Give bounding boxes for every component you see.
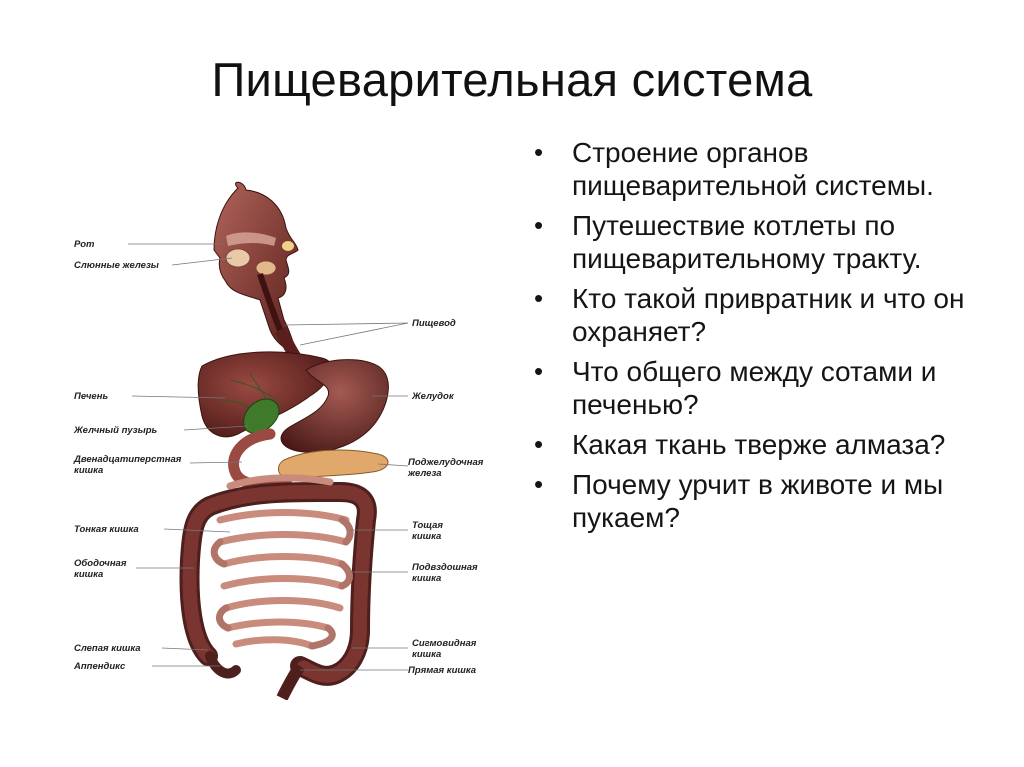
label-ileum-2: кишка: [412, 573, 442, 584]
label-pancreas-2: железа: [408, 468, 442, 479]
label-jejunum-1: Тощая: [412, 520, 444, 531]
label-duodenum-1: Двенадцатиперстная: [74, 454, 182, 465]
label-appendix: Аппендикс: [74, 661, 126, 672]
bullet-dot-icon: •: [534, 210, 544, 240]
bullet-text: Почему урчит в животе и мы пукаем?: [572, 469, 944, 533]
label-sigmoid-1: Сигмовидная: [412, 638, 477, 649]
label-sigmoid-2: кишка: [412, 649, 442, 660]
bullet-text: Что общего между сотами и печенью?: [572, 356, 937, 420]
bullet-item: [530, 355, 1000, 421]
labels-left: [73, 239, 182, 672]
anatomy-diagram: [60, 170, 500, 700]
bullet-item: [530, 282, 1000, 348]
bullet-dot-icon: •: [534, 429, 544, 459]
label-mouth: Рот: [74, 239, 95, 250]
bullet-text: Какая ткань тверже алмаза?: [572, 429, 946, 460]
bullet-dot-icon: •: [534, 469, 544, 499]
label-jejunum-2: кишка: [412, 531, 442, 542]
label-liver: Печень: [74, 391, 109, 402]
bullet-list: [530, 136, 1000, 541]
bullet-dot-icon: •: [534, 356, 544, 386]
label-cecum: Слепая кишка: [74, 643, 141, 654]
label-colon-2: кишка: [74, 569, 104, 580]
label-ileum-1: Подвздошная: [412, 562, 478, 573]
bullet-item: [530, 209, 1000, 275]
bullet-text: Кто такой привратник и что он охраняет?: [572, 283, 965, 347]
bullet-dot-icon: •: [534, 137, 544, 167]
label-salivary-glands: Слюнные железы: [74, 260, 159, 271]
bullet-item: [530, 136, 1000, 202]
label-rectum: Прямая кишка: [408, 665, 477, 676]
bullet-text: Путешествие котлеты по пищеварительному тракту.: [572, 210, 922, 274]
bullet-item: [530, 468, 1000, 534]
bullet-dot-icon: •: [534, 283, 544, 313]
label-pancreas-1: Поджелудочная: [408, 457, 484, 468]
label-duodenum-2: кишка: [74, 465, 104, 476]
bullet-item: [530, 428, 1000, 461]
label-gallbladder: Желчный пузырь: [74, 425, 158, 436]
label-colon-1: Ободочная: [74, 558, 127, 569]
labels-right: [407, 318, 484, 676]
label-stomach: Желудок: [412, 391, 454, 402]
label-small-intestine: Тонкая кишка: [74, 524, 139, 535]
digestive-system-illustration: [60, 170, 500, 700]
pancreas: [278, 450, 388, 478]
label-esophagus: Пищевод: [412, 318, 456, 329]
bullet-text: Строение органов пищеварительной системы.: [572, 137, 934, 201]
slide-title: Пищеварительная система: [211, 53, 813, 106]
